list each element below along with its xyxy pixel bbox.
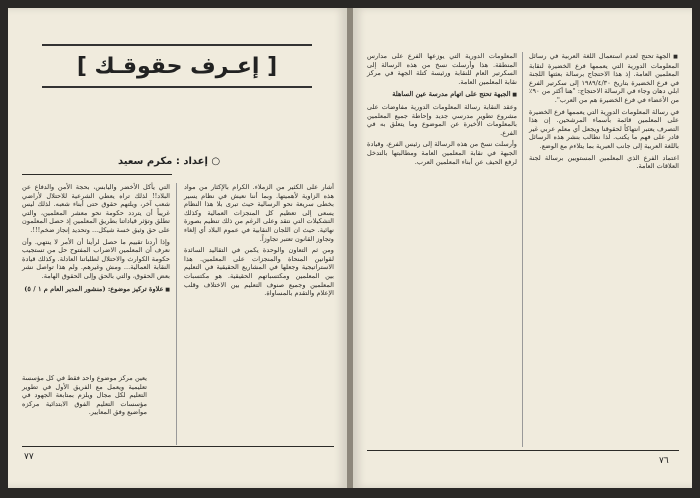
footer-rule	[367, 450, 679, 451]
paragraph: ■ الجهة تحتج لعدم استعمال اللغة العربية في رسائل المعلومات الدورية التي يعممها فرع الخضيرة لنقابة المعلمين العامة. إذ هذا الاحتجاج برسالة بعثتها اللجنة في فرع الخضيرة بتاريخ ١٩٨٩/٤/٣٠ إلى سكرتير الفرع ابلي دهان وجاء في الرسالة الاحتجاج: "هنا أكثر من ٩٠٪ من الأعضاء في فرع الخضيرة هم من العرب".	[529, 52, 679, 105]
column-divider	[176, 183, 177, 445]
paragraph: في رسالة المعلومات الدورية التي يعممها فرع الخضيرة على المعلمين قائمة بأسماء المرشحين. إن هذا التصرف يعتبر انتهاكاً لحقوقنا ويجعل أي معلم عربي غير قادر على فهم ما يكتب. لذا نطالب بنشر هذه الرسائل باللغة العربية إلى جانب العبرية بما يتلاءم مع الوضع.	[529, 107, 679, 150]
footnote: يعين مركز موضوع واحد فقط في كل مؤسسة تعليمية ويعمل مع الفريق الأول في تطوير التعليم لكل مجال ويلزم بمتابعة الجهود في مؤسسات التعليم الفوق الابتدائية مركزه مواضيع وفق المعايير.	[22, 374, 147, 417]
right-page-left-column	[367, 52, 517, 169]
author-line: ○ إعداد : مكرم سعيد	[118, 156, 220, 167]
paragraph: وإذا أردنا تقييم ما حصل لرأينا أن الأمر لا ينتهي. وأن نعرف أن المعلمين الاضراب المفتوح حل من تستجيب حكومة الكوارث والاحتلال لطلباتنا العادلة. وكذلك قيادة النقابة العمالية... ومش وغيرهم. ولم هذا تواصل نشر بعض الحقوق، والتي بالحق وإلى الحقوق الهامة.	[22, 237, 170, 280]
paragraph: ومن ثم التعاون والوحدة يكمن في التقاليد السائدة لقوانين المنحاة والمنجزات على المعلمين. هذا الاستراتيجية وجعلها في المشاريع الحقيقية في التعليم بين المعلمين ومكتسباتهم الحقيقية. هو مكتسبات المعلمين وجميع صنوف التعليم بين الاختلاف وقلب الإعلام والتقدم بالمساواة.	[184, 246, 334, 298]
footer-rule	[22, 446, 334, 447]
left-page	[8, 8, 347, 488]
left-page-right-column	[184, 183, 334, 301]
sub-heading: ■ الجبهة تحتج على اتهام مدرسة عين الساهلة	[367, 90, 517, 100]
page-number: ٧٧	[24, 452, 34, 462]
author-rule	[22, 174, 172, 175]
paragraph: أشار على الكثير من الزملاء. الكرام بالإكثار من مواد هذه الزاوية لأهميتها. وبما أننا نعيش في نظام يسير بخطى سريعة نحو الرسالية حيث تبرى بلا هذا النظام يسعى إلى تعظيم كل المنجزات العمالية وكذلك التشكيلات التي نتقد وعلى الرغم من ذلك تنظيم بصورة نهائية. حيث ان اللجان النقابية في عموم البلاد أي إلغاء وتجاوز القانون تعتبر تجاوزاً.	[184, 183, 334, 243]
right-page	[353, 8, 692, 488]
paragraph: اعتماد الفرع الذي المعلمين المستويين برسالة لجنة العلاقات العامة.	[529, 153, 679, 171]
column-divider	[522, 52, 523, 447]
paragraph: المعلومات الدورية التي يوزعها الفرع على مدارس المنطقة. هذا وأرسلت نسخ من هذه الرسالة إلى السكرتير العام للنقابة ورئيسة كتلة الجهة في مركز نقابة المعلمين العامة.	[367, 52, 517, 86]
section-title: [ إعـرف حقوقـك ]	[76, 53, 278, 79]
paragraph: التي يأكل الأخضر واليابس، بحجة الأمن والدفاع عن البلاد!! لذلك تراه يعطي الشرعية للاحتلال لأراضي شعب آخر، ويلتهم حقوق حتى أبناء شعبه. لذلك ليس غريباً أن يتردد حكومة نحو معشر المعلمين، والتي تطلق وتؤثر قياداتنا بطريق المعلمين إذ حصل المعلمون على حق وثيق خسة شيكل... وتحديد إنجاز ضخم!!!.	[22, 183, 170, 234]
sub-heading: ■ علاوة تركيز موضوع: (منشور المدير العام م ١ / ٥)	[22, 285, 170, 295]
page-number: ٧٦	[659, 456, 669, 466]
left-page-left-column	[22, 183, 170, 297]
paragraph: وعقد النقابة رسالة المعلومات الدورية مفاوضات على مشروع تطوير مدرسي جديد وإحاطة جميع المعلمين بالمعلومات الأخيرة عن الموضوع وما يتعلق به في الفرع.	[367, 102, 517, 137]
paragraph: وأرسلت نسخ من هذه الرسالة إلى رئيس الفرع، وقيادة الجبهة في نقابة المعلمين العامة ومطالبتها بالتدخل لرفع الحيف عن أبناء المعلمين العرب.	[367, 140, 517, 166]
section-title-box	[42, 44, 312, 88]
right-page-right-column	[529, 52, 679, 174]
